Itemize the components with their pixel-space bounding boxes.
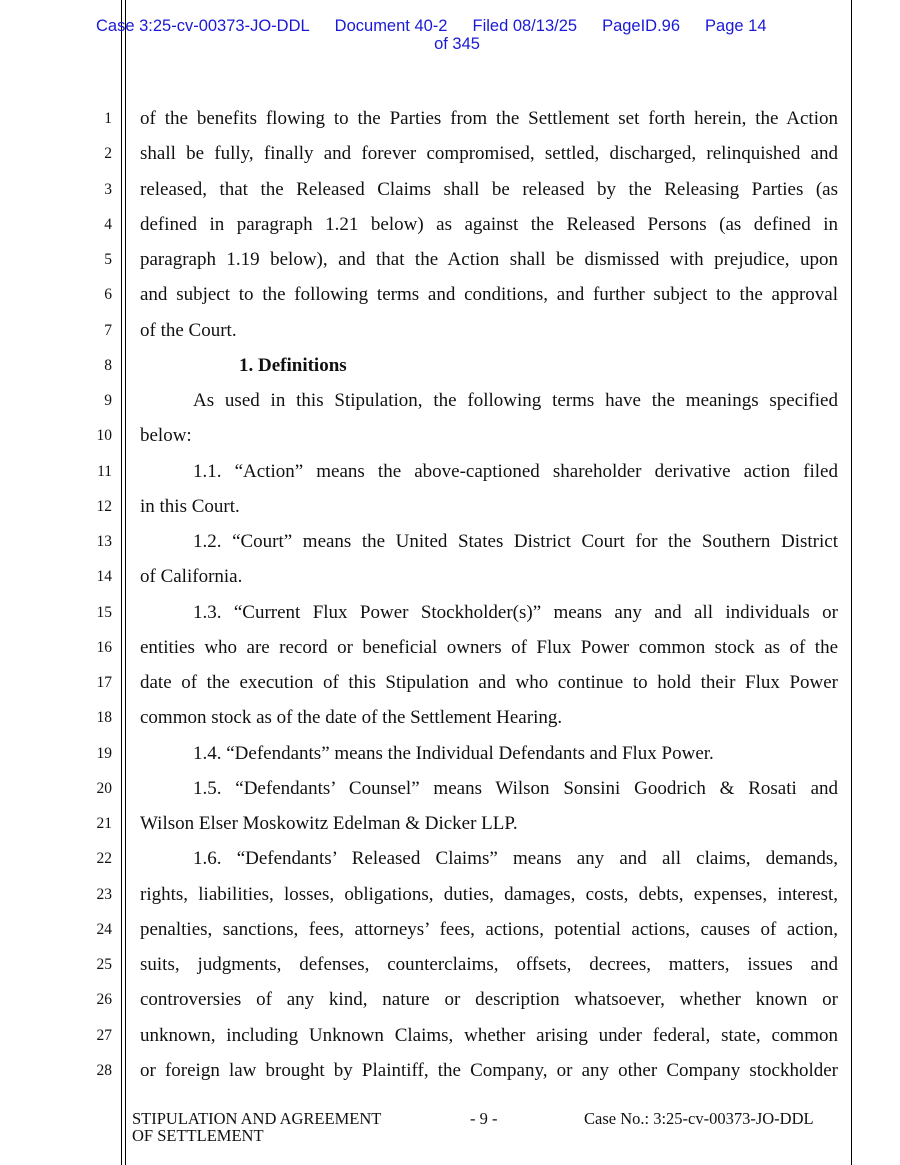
line-number: 12: [96, 497, 112, 515]
ecf-header-stamp: [96, 17, 816, 53]
line-number: 24: [96, 920, 112, 938]
line-number: 14: [96, 568, 112, 586]
line-numbers-column: [86, 101, 112, 1088]
line-number: 5: [104, 251, 112, 268]
footer-case-number: Case No.: 3:25-cv-00373-JO-DDL: [584, 1109, 814, 1128]
right-margin-rule: [851, 0, 852, 1165]
text-line: paragraph 1.19 below), and that the Action shall be dismissed with prejudice, upon: [140, 249, 838, 270]
text-line: 1.5. “Defendants’ Counsel” means Wilson Sonsini Goodrich & Rosati and: [193, 777, 838, 799]
section-heading-definitions: 1. Definitions: [239, 354, 347, 376]
line-number: 11: [97, 462, 112, 480]
line-number: 16: [96, 638, 112, 656]
ecf-page-total: of 345: [434, 35, 480, 53]
text-line: common stock as of the date of the Settlement Hearing.: [140, 707, 563, 729]
line-number: 15: [96, 603, 112, 621]
ecf-case-number: Case 3:25-cv-00373-JO-DDL: [96, 17, 310, 35]
ecf-page-number: Page 14: [705, 17, 767, 35]
text-line: below:: [140, 425, 192, 447]
text-line: penalties, sanctions, fees, attorneys’ fees, actions, potential actions, causes of action,: [140, 918, 838, 940]
ecf-page-id: PageID.96: [602, 17, 681, 35]
footer-title-line: STIPULATION AND AGREEMENT: [132, 1109, 382, 1128]
line-number: 9: [104, 392, 112, 409]
text-line: of the Court.: [140, 319, 237, 341]
text-line: in this Court.: [140, 495, 240, 517]
text-line: of the benefits flowing to the Parties from the Settlement set forth herein, the Action: [140, 108, 838, 129]
line-number: 21: [96, 815, 112, 832]
ecf-document-number: Document 40-2: [334, 17, 448, 35]
text-line: entities who are record or beneficial owners of Flux Power common stock as of the: [140, 636, 838, 658]
text-line: Wilson Elser Moskowitz Edelman & Dicker LLP.: [140, 813, 518, 834]
left-margin-rule-inner: [125, 0, 126, 1165]
text-line: and subject to the following terms and conditions, and further subject to the approval: [140, 284, 838, 306]
text-line: controversies of any kind, nature or description whatsoever, whether known or: [140, 989, 838, 1011]
line-number: 22: [96, 850, 112, 868]
text-line: 1.1. “Action” means the above-captioned shareholder derivative action filed: [193, 460, 838, 482]
line-number: 7: [104, 321, 112, 339]
line-number: 27: [96, 1026, 112, 1044]
text-line: 1.4. “Defendants” means the Individual Defendants and Flux Power.: [193, 742, 714, 764]
left-margin-rule-outer: [121, 0, 122, 1165]
text-line: of California.: [140, 566, 243, 588]
line-number: 8: [104, 356, 112, 374]
text-line: released, that the Released Claims shall be released by the Releasing Parties (as: [140, 178, 838, 200]
text-line: defined in paragraph 1.21 below) as against the Released Persons (as defined in: [140, 213, 838, 235]
text-line: suits, judgments, defenses, counterclaims, offsets, decrees, matters, issues and: [140, 954, 838, 975]
text-line: 1.6. “Defendants’ Released Claims” means any and all claims, demands,: [193, 848, 838, 870]
footer-page-number: - 9 -: [470, 1109, 498, 1128]
line-number: 20: [96, 779, 112, 797]
line-number: 6: [104, 286, 112, 304]
line-number: 28: [96, 1061, 112, 1079]
text-line: shall be fully, finally and forever compromised, settled, discharged, relinquished and: [140, 143, 838, 165]
line-number: 3: [104, 180, 112, 198]
line-number: 23: [96, 885, 112, 903]
footer-title-line: OF SETTLEMENT: [132, 1126, 264, 1145]
text-line: or foreign law brought by Plaintiff, the Company, or any other Company stockholder: [140, 1059, 838, 1081]
document-body: [140, 101, 838, 1088]
ecf-filed-date: Filed 08/13/25: [472, 17, 578, 35]
text-line: date of the execution of this Stipulation and who continue to hold their Flux Power: [140, 672, 838, 693]
line-number: 10: [96, 427, 112, 445]
line-number: 19: [96, 744, 112, 762]
line-number: 2: [104, 145, 112, 163]
text-line: 1.3. “Current Flux Power Stockholder(s)” means any and all individuals or: [193, 601, 838, 623]
line-number: 4: [104, 215, 112, 233]
text-line: unknown, including Unknown Claims, whether arising under federal, state, common: [140, 1024, 838, 1046]
line-number: 18: [96, 709, 112, 727]
line-number: 25: [96, 956, 112, 973]
text-line: 1.2. “Court” means the United States District Court for the Southern District: [193, 531, 838, 552]
text-line: As used in this Stipulation, the following terms have the meanings specified: [193, 390, 838, 411]
line-number: 17: [96, 674, 112, 691]
footer-document-title: [132, 1110, 432, 1144]
ecf-header-row: [96, 17, 816, 35]
line-number: 1: [104, 110, 112, 127]
line-number: 26: [96, 991, 112, 1009]
text-line: rights, liabilities, losses, obligations, duties, damages, costs, debts, expenses, interest,: [140, 883, 838, 905]
line-number: 13: [96, 533, 112, 550]
